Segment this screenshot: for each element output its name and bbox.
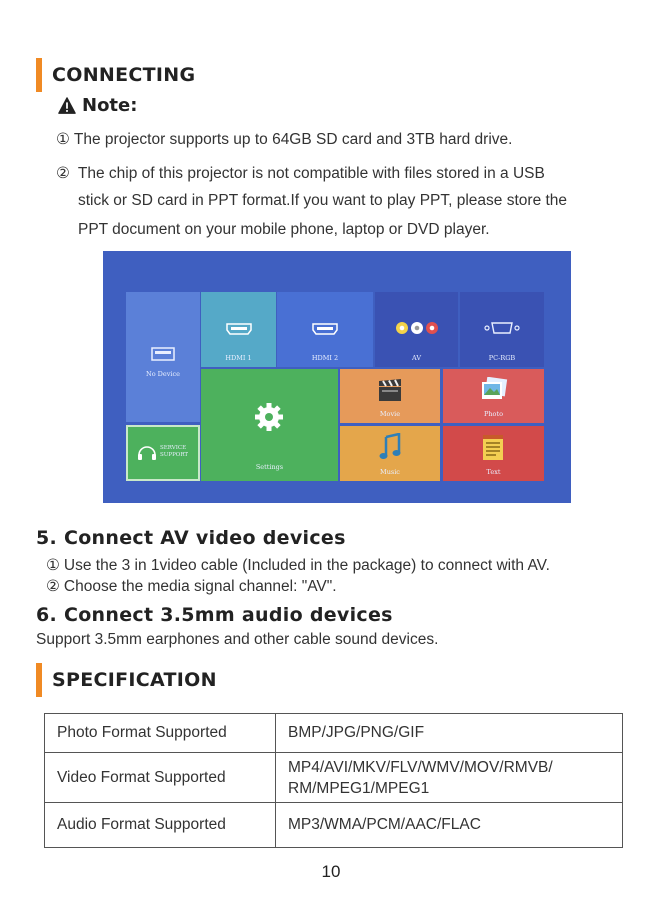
headset-icon	[136, 442, 158, 464]
spec-value: MP3/WMA/PCM/AAC/FLAC	[276, 803, 623, 848]
vga-port-icon	[484, 321, 520, 335]
section-5-heading: 5. Connect AV video devices	[36, 527, 346, 549]
spec-key: Audio Format Supported	[45, 803, 276, 848]
tile-music[interactable]: Music	[340, 426, 440, 481]
page-number: 10	[321, 862, 341, 881]
tile-no-device[interactable]: No Device	[126, 292, 200, 422]
hdmi-icon	[312, 323, 338, 335]
usb-port-icon	[151, 347, 175, 361]
tile-hdmi2[interactable]: HDMI 2	[277, 292, 373, 367]
table-row	[45, 714, 623, 753]
spec-value: BMP/JPG/PNG/GIF	[276, 714, 623, 753]
tile-text[interactable]: Text	[443, 426, 544, 481]
note-2-line-3: PPT document on your mobile phone, laptop or DVD player.	[78, 221, 490, 238]
specification-table	[44, 713, 623, 848]
connecting-heading: CONNECTING	[36, 59, 195, 91]
tile-settings[interactable]: Settings	[201, 369, 338, 481]
note-2: ② The chip of this projector is not compatible with files stored in a USB	[56, 165, 545, 182]
spec-key: Photo Format Supported	[45, 714, 276, 753]
accent-bar	[36, 58, 42, 92]
tile-service-support[interactable]: SERVICE SUPPORT	[126, 425, 200, 481]
note-2-line-2: stick or SD card in PPT format.If you want to play PPT, please store the	[78, 192, 568, 209]
warning-icon	[58, 97, 76, 115]
photo-icon	[480, 377, 508, 403]
section-5-item-2: ② Choose the media signal channel: "AV".	[46, 578, 337, 595]
document-icon	[481, 432, 505, 462]
projector-home-screen	[103, 251, 571, 503]
section-6-text: Support 3.5mm earphones and other cable sound devices.	[36, 631, 439, 648]
tile-hdmi1[interactable]: HDMI 1	[201, 292, 276, 367]
hdmi-icon	[226, 323, 252, 335]
specification-heading: SPECIFICATION	[36, 664, 217, 696]
section-5-item-1: ① Use the 3 in 1video cable (Included in the package) to connect with AV.	[46, 557, 550, 574]
table-row	[45, 753, 623, 803]
note-1: ① The projector supports up to 64GB SD card and 3TB hard drive.	[56, 131, 513, 148]
tile-av[interactable]: AV	[375, 292, 458, 367]
music-note-icon	[378, 433, 402, 461]
tile-photo[interactable]: Photo	[443, 369, 544, 423]
tile-movie[interactable]: Movie	[340, 369, 440, 423]
gear-icon	[254, 402, 284, 432]
note-heading: Note:	[58, 95, 137, 116]
accent-bar	[36, 663, 42, 697]
av-connector-icon	[395, 321, 439, 335]
spec-value: MP4/AVI/MKV/FLV/WMV/MOV/RMVB/ RM/MPEG1/MPEG1	[276, 753, 623, 803]
section-6-heading: 6. Connect 3.5mm audio devices	[36, 604, 393, 626]
spec-key: Video Format Supported	[45, 753, 276, 803]
table-row	[45, 803, 623, 848]
tile-pc-rgb[interactable]: PC-RGB	[460, 292, 544, 367]
clapperboard-icon	[377, 378, 403, 402]
